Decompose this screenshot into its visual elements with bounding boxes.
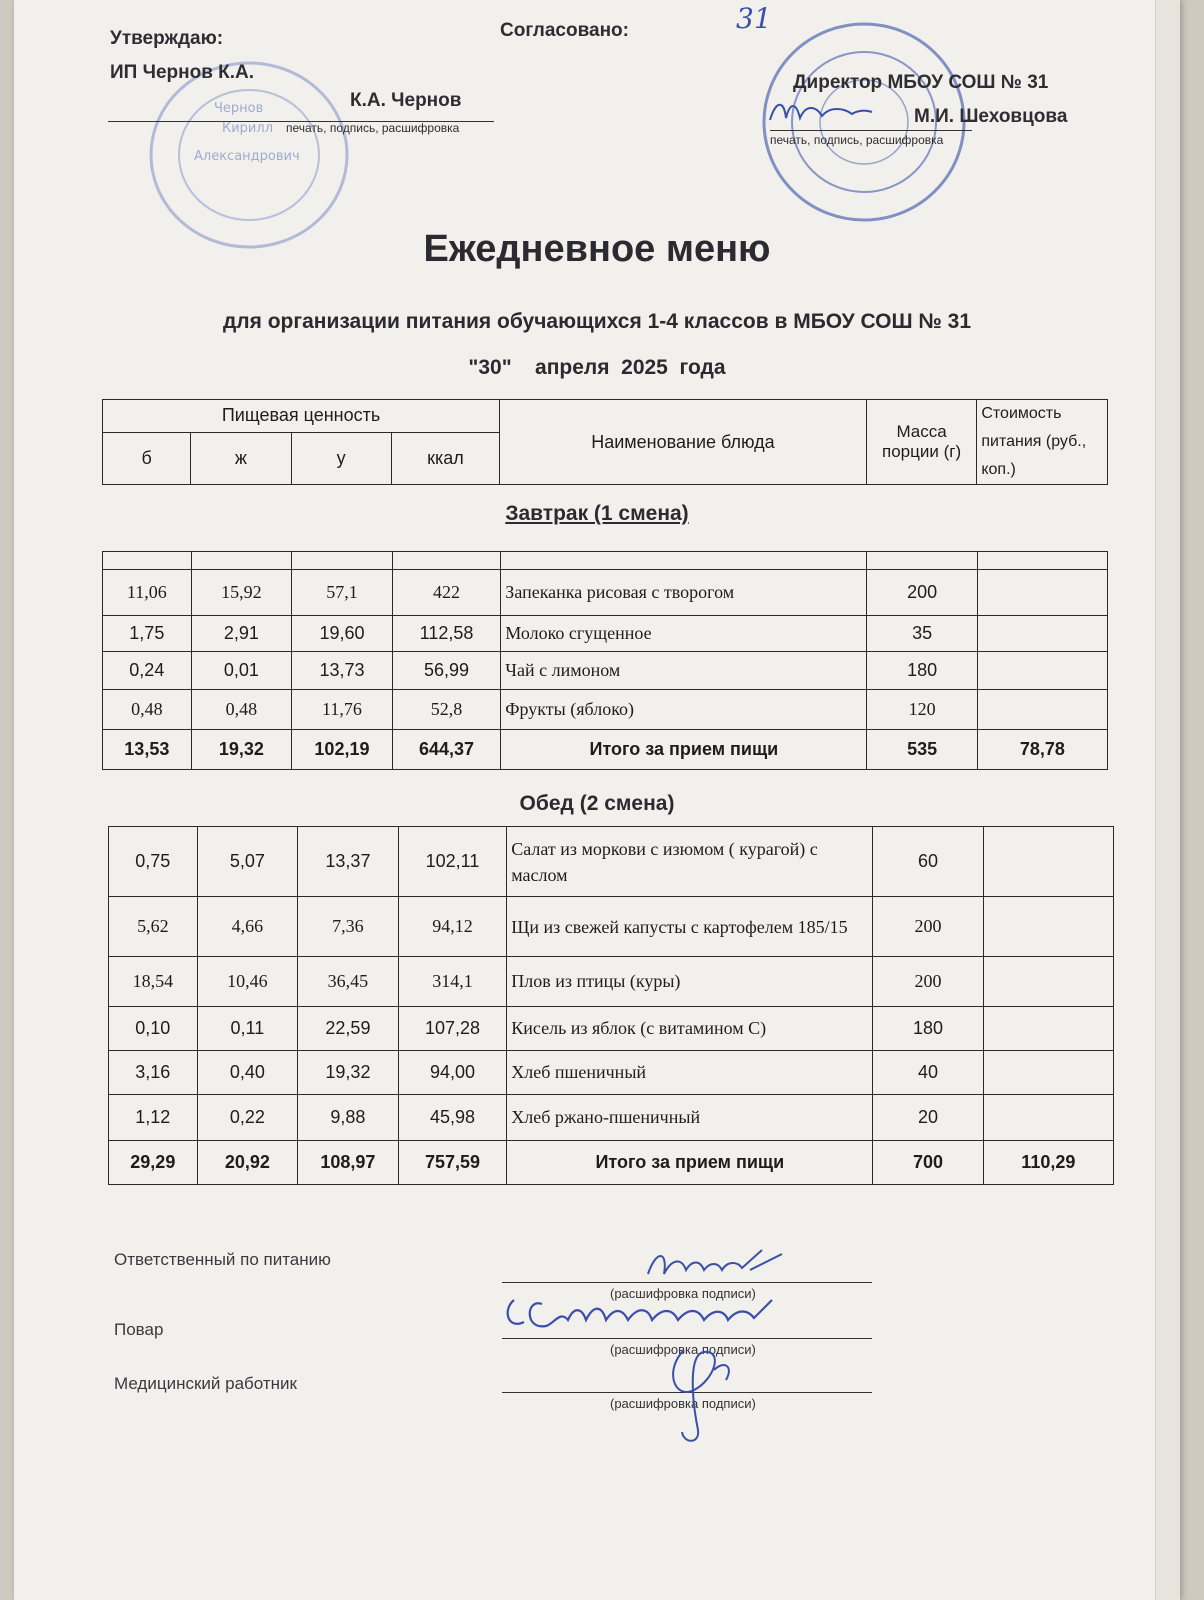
breakfast-title: [14, 502, 1180, 526]
cost-cell: [983, 1051, 1113, 1095]
protein-cell: 0,24: [103, 652, 192, 690]
header-table: [102, 399, 1108, 485]
kcal-cell: 56,99: [392, 652, 501, 690]
cost-cell: [983, 897, 1113, 957]
cost-cell: [983, 1007, 1113, 1051]
approve-name: К.А. Чернов: [350, 90, 462, 111]
total-fat: 19,32: [191, 730, 292, 770]
kcal-cell: 94,12: [398, 897, 507, 957]
table-row: [103, 652, 1108, 690]
handwritten-signature: [502, 1290, 782, 1340]
protein-cell: 0,10: [109, 1007, 198, 1051]
handwritten-signature: [654, 1340, 754, 1450]
spacer-cell: [867, 552, 977, 570]
agree-caption: печать, подпись, расшифровка: [770, 133, 944, 147]
spacer-cell: [977, 552, 1107, 570]
svg-text:Кирилл: Кирилл: [222, 121, 273, 136]
total-label: Итого за прием пищи: [501, 730, 867, 770]
carb-cell: 57,1: [292, 570, 393, 616]
document-sheet: [14, 0, 1180, 1600]
spacer-cell: [501, 552, 867, 570]
director-signature: [766, 92, 876, 132]
kcal-cell: 107,28: [398, 1007, 507, 1051]
cost-cell: [977, 616, 1107, 652]
table-row: [109, 957, 1114, 1007]
carb-cell: 19,60: [292, 616, 393, 652]
svg-text:Александрович: Александрович: [194, 149, 300, 164]
total-protein: 13,53: [103, 730, 192, 770]
protein-cell: 5,62: [109, 897, 198, 957]
table-row: [103, 690, 1108, 730]
total-mass: 700: [873, 1141, 983, 1185]
approve-title: Утверждаю:: [110, 28, 224, 49]
nutrition-header: Пищевая ценность: [103, 400, 500, 433]
fat-cell: 0,01: [191, 652, 292, 690]
kcal-cell: 112,58: [392, 616, 501, 652]
fat-cell: 0,11: [197, 1007, 298, 1051]
dish-cell: Фрукты (яблоко): [501, 690, 867, 730]
breakfast-table: [102, 551, 1108, 770]
fat-cell: 5,07: [197, 827, 298, 897]
agree-name: М.И. Шеховцова: [914, 106, 1068, 127]
protein-cell: 11,06: [103, 570, 192, 616]
protein-cell: 18,54: [109, 957, 198, 1007]
kcal-cell: 45,98: [398, 1095, 507, 1141]
agree-title: Согласовано:: [500, 20, 629, 41]
mass-cell: 35: [867, 616, 977, 652]
dish-header: Наименование блюда: [500, 400, 867, 485]
signature-caption: (расшифровка подписи): [610, 1342, 756, 1357]
total-mass: 535: [867, 730, 977, 770]
table-row: [109, 827, 1114, 897]
total-kcal: 757,59: [398, 1141, 507, 1185]
cost-cell: [977, 690, 1107, 730]
total-protein: 29,29: [109, 1141, 198, 1185]
breakfast-title-text: Завтрак (1 смена): [505, 502, 689, 525]
fat-cell: 2,91: [191, 616, 292, 652]
spacer-cell: [191, 552, 292, 570]
carb-cell: 13,37: [298, 827, 399, 897]
spacer-cell: [392, 552, 501, 570]
total-kcal: 644,37: [392, 730, 501, 770]
kcal-cell: 314,1: [398, 957, 507, 1007]
menu-date: "30" апреля 2025 года: [468, 356, 726, 379]
total-cost: 110,29: [983, 1141, 1113, 1185]
fat-cell: 15,92: [191, 570, 292, 616]
table-row: [103, 570, 1108, 616]
carb-cell: 13,73: [292, 652, 393, 690]
dish-cell: Хлеб пшеничный: [507, 1051, 873, 1095]
page-title: Ежедневное меню: [423, 228, 771, 270]
mass-cell: 20: [873, 1095, 983, 1141]
approve-caption: печать, подпись, расшифровка: [286, 121, 460, 135]
protein-cell: 0,48: [103, 690, 192, 730]
protein-cell: 1,12: [109, 1095, 198, 1141]
carb-cell: 9,88: [298, 1095, 399, 1141]
u-header: у: [291, 432, 391, 484]
zh-header: ж: [191, 432, 291, 484]
cost-cell: [983, 957, 1113, 1007]
carb-cell: 19,32: [298, 1051, 399, 1095]
cost-cell: [977, 652, 1107, 690]
lunch-table: [108, 826, 1114, 1185]
protein-cell: 1,75: [103, 616, 192, 652]
total-row: [109, 1141, 1114, 1185]
kcal-cell: 94,00: [398, 1051, 507, 1095]
carb-cell: 11,76: [292, 690, 393, 730]
dish-cell: Щи из свежей капусты с картофелем 185/15: [507, 897, 873, 957]
mass-cell: 120: [867, 690, 977, 730]
page-subtitle: для организации питания обучающихся 1-4 классов в МБОУ СОШ № 31: [222, 310, 972, 333]
agree-org: Директор МБОУ СОШ № 31: [793, 72, 1049, 93]
total-label: Итого за прием пищи: [507, 1141, 873, 1185]
signature-role: Медицинский работник: [114, 1374, 297, 1393]
cost-cell: [983, 827, 1113, 897]
mass-cell: 60: [873, 827, 983, 897]
total-cost: 78,78: [977, 730, 1107, 770]
mass-cell: 180: [867, 652, 977, 690]
carb-cell: 7,36: [298, 897, 399, 957]
mass-cell: 180: [873, 1007, 983, 1051]
mass-cell: 200: [867, 570, 977, 616]
table-row: [103, 616, 1108, 652]
signature-role: Ответственный по питанию: [114, 1250, 331, 1269]
table-row: [109, 897, 1114, 957]
fat-cell: 4,66: [197, 897, 298, 957]
dish-cell: Молоко сгущенное: [501, 616, 867, 652]
lunch-title: Обед (2 смена): [519, 792, 675, 815]
protein-cell: 0,75: [109, 827, 198, 897]
total-carb: 102,19: [292, 730, 393, 770]
fat-cell: 0,40: [197, 1051, 298, 1095]
fat-cell: 0,48: [191, 690, 292, 730]
signature-caption: (расшифровка подписи): [610, 1286, 756, 1301]
svg-text:Чернов: Чернов: [214, 101, 264, 116]
kcal-header: ккал: [391, 432, 499, 484]
dish-cell: Запеканка рисовая с творогом: [501, 570, 867, 616]
b-header: б: [103, 432, 191, 484]
mass-cell: 200: [873, 897, 983, 957]
kcal-cell: 52,8: [392, 690, 501, 730]
total-row: [103, 730, 1108, 770]
signature-role: Повар: [114, 1320, 164, 1339]
total-carb: 108,97: [298, 1141, 399, 1185]
fat-cell: 0,22: [197, 1095, 298, 1141]
fat-cell: 10,46: [197, 957, 298, 1007]
total-fat: 20,92: [197, 1141, 298, 1185]
protein-cell: 3,16: [109, 1051, 198, 1095]
cost-cell: [983, 1095, 1113, 1141]
cost-cell: [977, 570, 1107, 616]
dish-cell: Салат из моркови с изюмом ( курагой) с маслом: [507, 827, 873, 897]
mass-header: Масса порции (г): [866, 400, 977, 485]
spacer-cell: [292, 552, 393, 570]
table-row: [109, 1051, 1114, 1095]
carb-cell: 36,45: [298, 957, 399, 1007]
dish-cell: Чай с лимоном: [501, 652, 867, 690]
kcal-cell: 422: [392, 570, 501, 616]
table-row: [109, 1007, 1114, 1051]
handwritten-signature: [642, 1244, 792, 1284]
dish-cell: Кисель из яблок (с витамином С): [507, 1007, 873, 1051]
dish-cell: Хлеб ржано-пшеничный: [507, 1095, 873, 1141]
carb-cell: 22,59: [298, 1007, 399, 1051]
kcal-cell: 102,11: [398, 827, 507, 897]
signature-caption: (расшифровка подписи): [610, 1396, 756, 1411]
page-mark: 31: [736, 2, 772, 35]
mass-cell: 40: [873, 1051, 983, 1095]
cost-header: Стоимость питания (руб., коп.): [977, 400, 1108, 485]
mass-cell: 200: [873, 957, 983, 1007]
approve-org: ИП Чернов К.А.: [110, 62, 255, 83]
dish-cell: Плов из птицы (куры): [507, 957, 873, 1007]
spacer-cell: [103, 552, 192, 570]
table-row: [109, 1095, 1114, 1141]
